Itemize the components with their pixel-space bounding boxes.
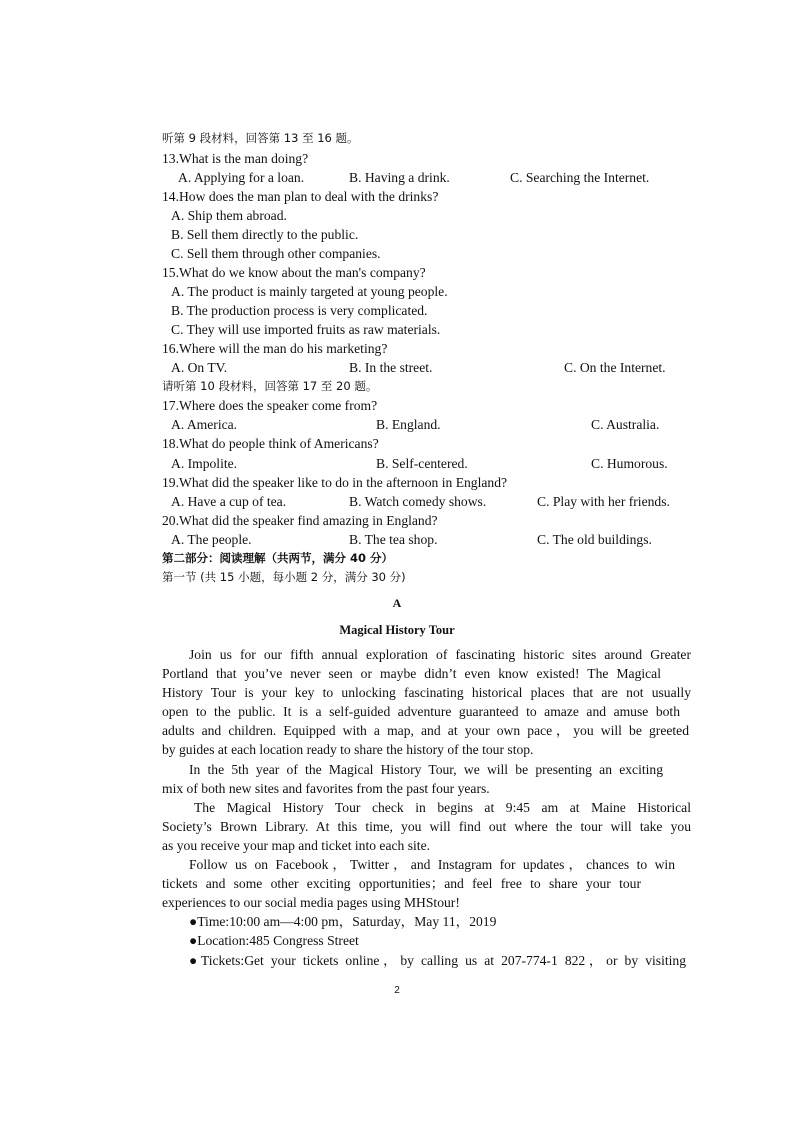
q14-option-b: B. Sell them directly to the public.: [171, 227, 359, 242]
q16-option-c: C. On the Internet.: [564, 360, 666, 375]
q15-option-c: C. They will use imported fruits as raw materials.: [171, 322, 441, 337]
passage-line-14: experiences to our social media pages using MHStour!: [162, 895, 460, 910]
q16-option-a: A. On TV.: [171, 360, 228, 375]
passage-line-11: as you receive your map and ticket into each site.: [162, 838, 430, 853]
question-17: 17.Where does the speaker come from?: [162, 398, 378, 413]
passage-line-6: by guides at each location ready to share the history of the tour stop.: [162, 742, 534, 757]
passage-line-10: Society’s Brown Library. At this time, you will find out where the tour will take you: [162, 819, 691, 834]
q17-option-b: B. England.: [376, 417, 441, 432]
part2-section1: 第一节 (共 15 小题，每小题 2 分，满分 30 分): [162, 570, 406, 584]
q19-option-a: A. Have a cup of tea.: [171, 494, 287, 509]
q17-option-a: A. America.: [171, 417, 238, 432]
q13-option-c: C. Searching the Internet.: [510, 170, 650, 185]
passage-line-8: mix of both new sites and favorites from the past four years.: [162, 781, 490, 796]
q13-option-b: B. Having a drink.: [349, 170, 450, 185]
q17-option-c: C. Australia.: [591, 417, 660, 432]
q19-option-c: C. Play with her friends.: [537, 494, 670, 509]
q14-option-c: C. Sell them through other companies.: [171, 246, 381, 261]
page-number: 2: [394, 985, 400, 996]
question-13: 13.What is the man doing?: [162, 151, 309, 166]
info-tickets: ●Tickets:Get your tickets online，by calling us at 207-774-1 822，or by visiting: [189, 953, 686, 968]
info-location: ●Location:485 Congress Street: [189, 933, 359, 948]
passage-line-5: adults and children. Equipped with a map, and at your own pace，you will be greeted: [162, 723, 689, 738]
question-14: 14.How does the man plan to deal with the drinks?: [162, 189, 439, 204]
q18-option-a: A. Impolite.: [171, 456, 238, 471]
q15-option-a: A. The product is mainly targeted at young people.: [171, 284, 448, 299]
passage-line-2: Portland that you’ve never seen or maybe didn’t even know existed! The Magical: [162, 666, 661, 681]
q19-option-b: B. Watch comedy shows.: [349, 494, 487, 509]
passage-line-3: History Tour is your key to unlocking fascinating historical places that are not usually: [162, 685, 691, 700]
passage-title: Magical History Tour: [339, 623, 455, 637]
passage-line-1: Join us for our fifth annual exploration of fascinating historic sites around Greater: [189, 647, 691, 662]
section9-instruction: 听第 9 段材料，回答第 13 至 16 题。: [162, 131, 359, 145]
q14-option-a: A. Ship them abroad.: [171, 208, 287, 223]
question-18: 18.What do people think of Americans?: [162, 436, 379, 451]
question-19: 19.What did the speaker like to do in the afternoon in England?: [162, 475, 508, 490]
q16-option-b: B. In the street.: [349, 360, 433, 375]
q20-option-a: A. The people.: [171, 532, 252, 547]
passage-line-9: The Magical History Tour check in begins at 9:45 am at Maine Historical: [194, 800, 691, 815]
q18-option-b: B. Self-centered.: [376, 456, 468, 471]
passage-line-4: open to the public. It is a self-guided adventure guaranteed to amaze and amuse both: [162, 704, 680, 719]
passage-line-12: Follow us on Facebook，Twitter，and Instagram for updates，chances to win: [189, 857, 675, 872]
q15-option-b: B. The production process is very complicated.: [171, 303, 428, 318]
question-15: 15.What do we know about the man's company?: [162, 265, 426, 280]
q20-option-c: C. The old buildings.: [537, 532, 652, 547]
question-16: 16.Where will the man do his marketing?: [162, 341, 388, 356]
part2-heading: 第二部分：阅读理解（共两节，满分 40 分）: [162, 551, 394, 565]
passage-letter: A: [392, 596, 402, 610]
section10-instruction: 请听第 10 段材料，回答第 17 至 20 题。: [162, 379, 378, 393]
q20-option-b: B. The tea shop.: [349, 532, 438, 547]
info-time: ●Time:10:00 am—4:00 pm，Saturday，May 11，2019: [189, 914, 497, 929]
q13-option-a: A. Applying for a loan.: [178, 170, 305, 185]
q18-option-c: C. Humorous.: [591, 456, 668, 471]
question-20: 20.What did the speaker find amazing in England?: [162, 513, 438, 528]
passage-line-13: tickets and some other exciting opportunities；and feel free to share your tour: [162, 876, 641, 891]
passage-line-7: In the 5th year of the Magical History Tour, we will be presenting an exciting: [189, 762, 663, 777]
